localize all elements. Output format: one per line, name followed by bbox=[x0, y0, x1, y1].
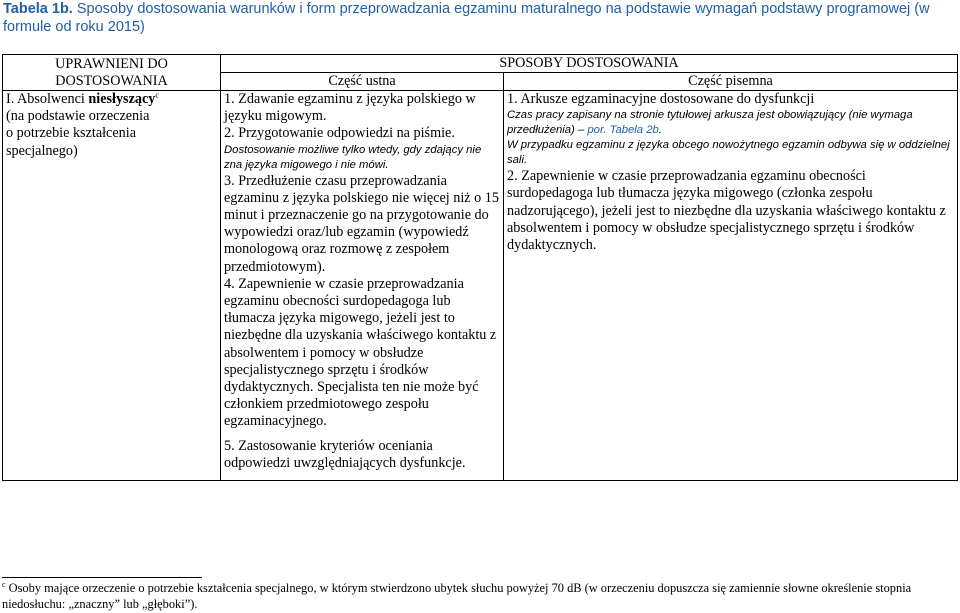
oral-item-1: 1. Zdawanie egzaminu z języka polskiego w języku migowym. bbox=[224, 91, 476, 125]
entitled-category-cell bbox=[3, 91, 221, 481]
oral-item-3: 3. Przedłużenie czasu przeprowadzania egzaminu z języka polskiego nie więcej niż o 15 minut i przeznaczenie go na przygotowanie do wypowiedzi oraz/lub egzamin (wypowiedź monologową oraz rozmowę z zespołem przedmiotowym). bbox=[224, 172, 499, 275]
category-prefix: I. Absolwenci bbox=[6, 91, 89, 107]
written-item-2: 2. Zapewnienie w czasie przeprowadzania egzaminu obecności surdopedagoga lub tłumacza języka migowego (członka zespołu nadzorującego), jeżeli jest to niezbędne dla uzyskania właściwego kontaktu z absolwentem i pomocy w obsłudze specjalistycznego sprzętu i środków dydaktycznych. bbox=[507, 168, 946, 254]
category-detail-2: o potrzebie kształcenia bbox=[6, 125, 136, 142]
oral-item-2-note: Dostosowanie możliwe tylko wtedy, gdy zdający nie zna języka migowego i nie mówi. bbox=[224, 143, 482, 171]
category-detail-3: specjalnego) bbox=[6, 142, 78, 159]
table-row bbox=[3, 91, 958, 481]
footnote-marker: c bbox=[155, 90, 159, 100]
table-title bbox=[3, 0, 958, 36]
written-note-text: Czas pracy zapisany na stronie tytułowej arkusza jest obowiązujący (nie wymaga przedłużenia) – bbox=[507, 109, 913, 137]
oral-part-cell bbox=[221, 91, 504, 481]
footnote bbox=[2, 580, 957, 612]
table-caption: Sposoby dostosowania warunków i form przeprowadzania egzaminu maturalnego na podstawie wymagań podstawy programowej (w formule od roku 2015) bbox=[3, 1, 930, 35]
written-item-1-note-2: W przypadku egzaminu z języka obcego nowożytnego egzamin odbywa się w oddzielnej sali. bbox=[507, 139, 950, 167]
footnote-divider bbox=[2, 577, 202, 578]
written-part-cell bbox=[504, 91, 958, 481]
category-name: niesłyszący bbox=[88, 91, 156, 107]
header-written-part: Część pisemna bbox=[504, 73, 958, 91]
footnote-text: Osoby mające orzeczenie o potrzebie kształcenia specjalnego, w którym stwierdzono ubytek słuchu powyżej 70 dB (w orzeczeniu dopuszcza się zamiennie słowne określenie stopnia niedosłuchu: „znaczny” lub „głęboki”). bbox=[2, 581, 912, 611]
written-note-end: . bbox=[658, 124, 662, 137]
header-oral-part: Część ustna bbox=[221, 73, 504, 91]
header-entitled: UPRAWNIENI DO DOSTOSOWANIA bbox=[3, 55, 221, 91]
footnote-mark: c bbox=[2, 579, 6, 589]
oral-item-4: 4. Zapewnienie w czasie przeprowadzania egzaminu obecności surdopedagoga lub tłumacza języka migowego, jeżeli jest to niezbędne dla uzyskania właściwego kontaktu z absolwentem i pomocy w obsłudze specjalistycznego sprzętu i środków dydaktycznych. Specjalista ten nie może być członkiem przedmiotowego zespołu egzaminacyjnego. bbox=[224, 275, 497, 430]
accommodations-table bbox=[2, 54, 958, 481]
written-item-1-note bbox=[507, 108, 954, 138]
oral-item-2: 2. Przygotowanie odpowiedzi na piśmie. bbox=[224, 125, 455, 142]
category-detail-1: (na podstawie orzeczenia bbox=[6, 108, 150, 125]
table-2b-reference: por. Tabela 2b bbox=[587, 124, 659, 137]
written-item-1: 1. Arkusze egzaminacyjne dostosowane do dysfunkcji bbox=[507, 91, 815, 107]
header-methods: SPOSOBY DOSTOSOWANIA bbox=[221, 55, 958, 73]
oral-item-5: 5. Zastosowanie kryteriów oceniania odpowiedzi uwzględniających dysfunkcje. bbox=[224, 437, 466, 471]
table-number: Tabela 1b. bbox=[3, 1, 73, 17]
